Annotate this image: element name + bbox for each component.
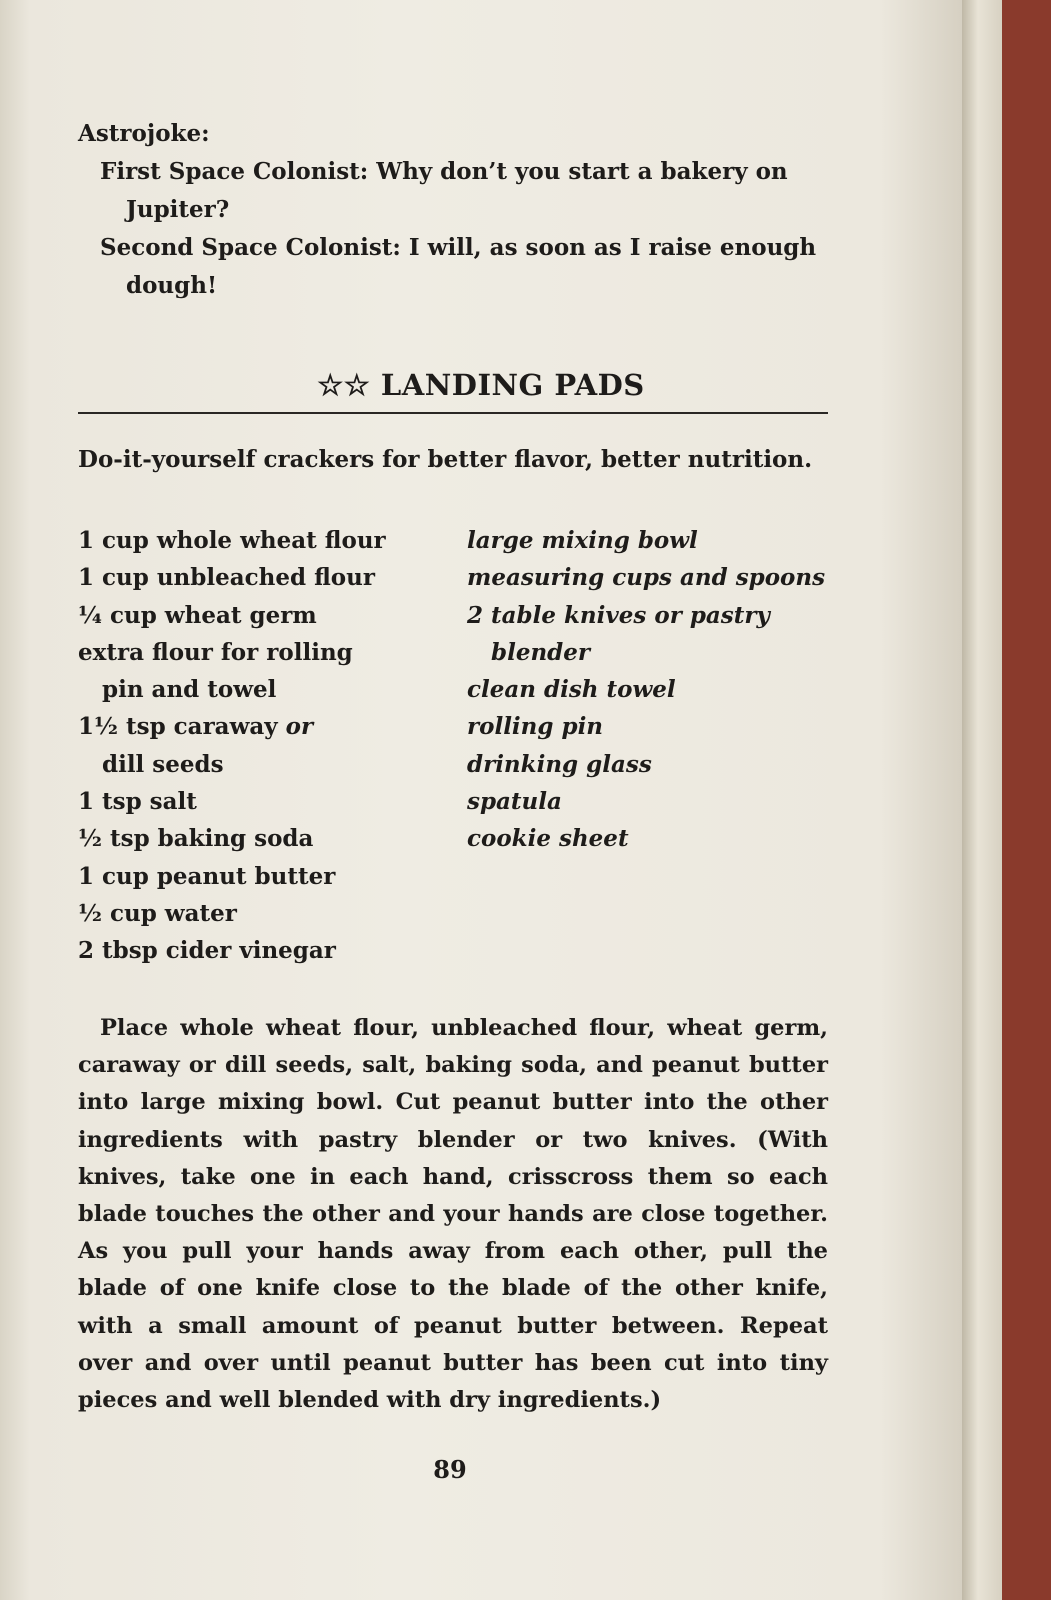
ingredient-item: extra flour for rolling <box>78 638 353 666</box>
ingredient-item: 1 cup peanut butter <box>78 862 336 890</box>
equipment-item: 2 table knives or pastry <box>467 601 770 629</box>
ingredient-item-continued: pin and towel <box>102 676 277 704</box>
equipment-item: spatula <box>467 788 562 816</box>
page-number: 89 <box>433 1455 467 1484</box>
joke-line-2: Second Space Colonist: I will, as soon as I raise enough dough! <box>100 234 817 299</box>
recipe-title <box>0 368 962 402</box>
equipment-item-continued: blender <box>491 638 591 666</box>
ingredient-item: ½ tsp baking soda <box>78 825 314 853</box>
ingredient-item-continued: dill seeds <box>102 750 224 778</box>
joke-line-1: First Space Colonist: Why don’t you start a bakery on Jupiter? <box>100 158 788 223</box>
ingredient-or: or <box>285 713 314 741</box>
equipment-item: drinking glass <box>467 750 652 778</box>
astrojoke-label: Astrojoke: <box>78 120 210 147</box>
astrojoke <box>78 115 828 305</box>
equipment-list <box>467 522 847 858</box>
ingredient-item: ¼ cup wheat germ <box>78 601 317 629</box>
star-icons: ☆☆ <box>317 368 371 402</box>
ingredient-text: 1½ tsp caraway <box>78 713 278 741</box>
ingredient-item: 1 tsp salt <box>78 788 197 816</box>
equipment-item: measuring cups and spoons <box>467 564 826 592</box>
ingredient-item: ½ cup water <box>78 899 237 927</box>
ingredient-list <box>78 522 448 970</box>
ingredient-item: 1 cup whole wheat flour <box>78 527 386 554</box>
equipment-item: cookie sheet <box>467 825 629 853</box>
recipe-title-text: LANDING PADS <box>380 368 645 402</box>
ingredient-item <box>78 708 448 745</box>
equipment-item: clean dish towel <box>467 676 676 704</box>
instructions-paragraph: Place whole wheat flour, unbleached flour, wheat germ, caraway or dill seeds, salt, baking soda, and peanut butter into large mixing bowl. Cut peanut butter into the other ingredients with pastry blender or two knives. (With knives, take one in each hand, crisscross them so each blade touches the other and your hands are close together. As you pull your hands away from each other, pull the blade of one knife close to the blade of the other knife, with a small amount of peanut butter between. Repeat over and over until peanut butter has been cut into tiny pieces and well blended with dry ingredients.) <box>78 1015 828 1414</box>
ingredient-item: 1 cup unbleached flour <box>78 564 375 592</box>
ingredient-item: 2 tbsp cider vinegar <box>78 937 336 965</box>
title-rule <box>78 412 828 414</box>
equipment-item: large mixing bowl <box>467 527 698 554</box>
recipe-intro: Do-it-yourself crackers for better flavor, better nutrition. <box>78 446 813 473</box>
page-edge <box>962 0 1002 1600</box>
equipment-item: rolling pin <box>467 713 604 741</box>
